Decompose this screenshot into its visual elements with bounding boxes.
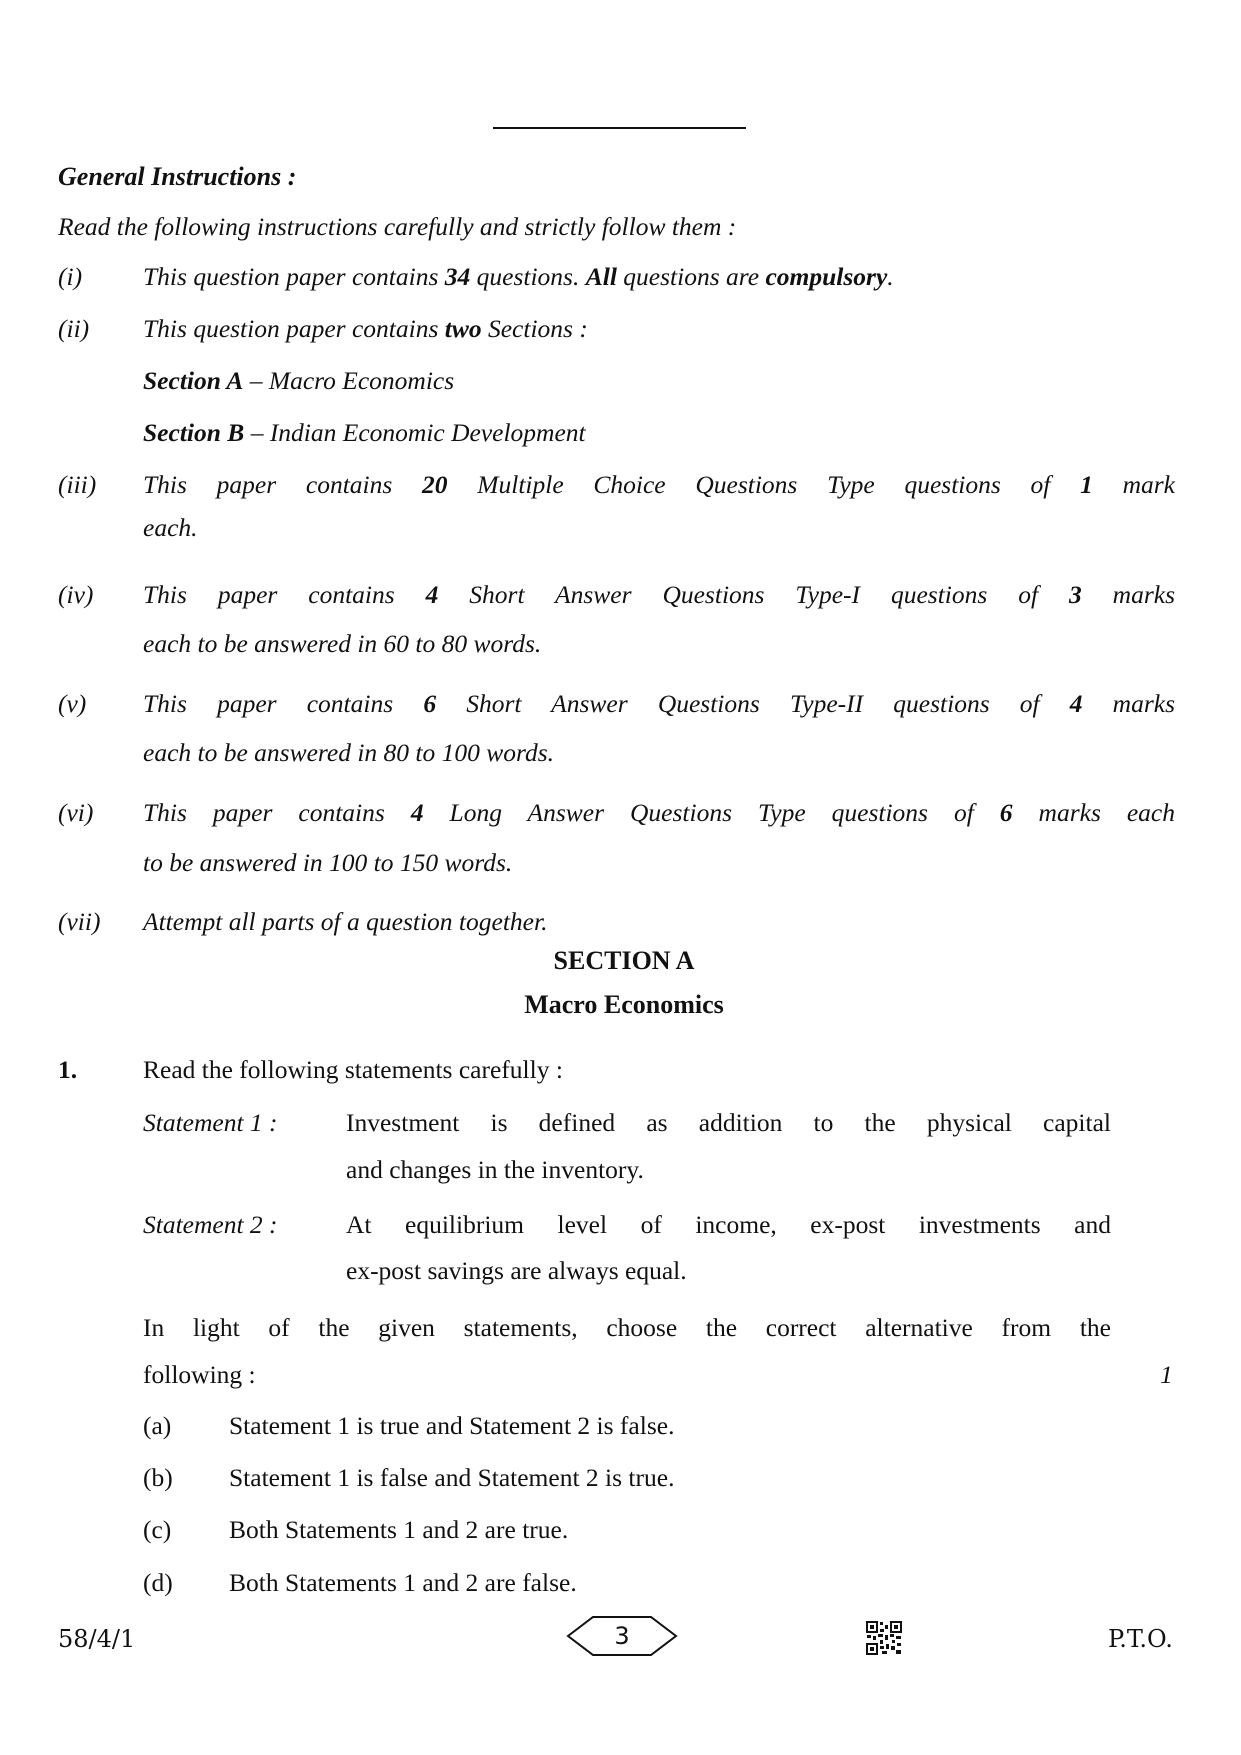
general-instructions-intro: Read the following instructions carefully and strictly follow them : xyxy=(58,212,737,241)
statement-text: and changes in the inventory. xyxy=(346,1155,644,1184)
instruction-line xyxy=(143,629,1175,659)
general-instructions-title: General Instructions : xyxy=(58,162,297,191)
section-name: Indian Economic Development xyxy=(269,418,586,447)
instruction-line xyxy=(143,738,1175,768)
option-label: (c) xyxy=(143,1515,172,1544)
question-stem: Read the following statements carefully : xyxy=(143,1055,563,1084)
bold-emphasis: 6 xyxy=(999,798,1013,827)
section-name: Macro Economics xyxy=(268,366,455,395)
bold-emphasis: 6 xyxy=(423,689,437,718)
bold-emphasis: 34 xyxy=(444,262,471,291)
text-run: each to be answered in 80 to 100 words. xyxy=(143,738,555,767)
page-number: 3 xyxy=(614,1622,630,1650)
dash-separator: – xyxy=(243,366,269,395)
paper-code: 58/4/1 xyxy=(58,1625,136,1653)
text-run: Long Answer Questions Type questions of xyxy=(423,798,1000,827)
bold-emphasis: two xyxy=(444,314,482,343)
bold-emphasis: 4 xyxy=(410,798,424,827)
option-label: (a) xyxy=(143,1411,172,1440)
question-prompt: In light of the given statements, choose the correct alternative from the xyxy=(143,1313,1111,1342)
question-prompt: following : xyxy=(143,1360,256,1389)
text-run: mark xyxy=(1092,470,1175,499)
text-run: Short Answer Questions Type-I questions of xyxy=(438,580,1069,609)
text-run: to be answered in 100 to 150 words. xyxy=(143,848,513,877)
option-label: (d) xyxy=(143,1568,173,1597)
section-a-description xyxy=(143,366,454,396)
text-run: This paper contains xyxy=(143,689,424,718)
section-b-description xyxy=(143,418,586,448)
instruction-line xyxy=(143,470,1175,500)
instruction-line xyxy=(143,848,1175,878)
text-run: This question paper contains xyxy=(143,314,445,343)
text-run: marks xyxy=(1081,580,1175,609)
option-label: (b) xyxy=(143,1463,173,1492)
instruction-number: (vii) xyxy=(58,907,101,936)
instruction-number: (iii) xyxy=(58,470,97,499)
bold-emphasis: 4 xyxy=(1069,689,1083,718)
text-run: . xyxy=(887,262,894,291)
bold-emphasis: All xyxy=(585,262,617,291)
text-run: Sections : xyxy=(481,314,588,343)
instruction-line xyxy=(143,262,1175,292)
instruction-number: (vi) xyxy=(58,798,94,827)
text-run: questions. xyxy=(470,262,586,291)
statement-label: Statement 2 : xyxy=(143,1210,278,1239)
text-run: marks xyxy=(1082,689,1175,718)
text-run: Multiple Choice Questions Type questions of xyxy=(447,470,1081,499)
text-run: each to be answered in 60 to 80 words. xyxy=(143,629,542,658)
bold-emphasis: 4 xyxy=(425,580,439,609)
text-run: This paper contains xyxy=(143,580,426,609)
section-heading: SECTION A xyxy=(553,946,695,975)
instruction-line xyxy=(143,580,1175,610)
section-subheading: Macro Economics xyxy=(524,990,724,1019)
statement-text: ex-post savings are always equal. xyxy=(346,1256,687,1285)
instruction-number: (iv) xyxy=(58,580,94,609)
option-text: Both Statements 1 and 2 are false. xyxy=(229,1568,577,1597)
top-horizontal-rule xyxy=(493,127,746,129)
bold-emphasis: 1 xyxy=(1080,470,1093,499)
section-label: Section B xyxy=(143,418,245,447)
instruction-line xyxy=(143,798,1175,828)
instruction-line xyxy=(143,314,1175,344)
option-text: Statement 1 is true and Statement 2 is false. xyxy=(229,1411,675,1440)
statement-text: At equilibrium level of income, ex-post investments and xyxy=(346,1210,1111,1239)
please-turn-over: P.T.O. xyxy=(1108,1625,1173,1653)
option-text: Both Statements 1 and 2 are true. xyxy=(229,1515,569,1544)
text-run: Short Answer Questions Type-II questions of xyxy=(436,689,1070,718)
text-run: Attempt all parts of a question together. xyxy=(143,907,548,936)
question-number: 1. xyxy=(58,1055,78,1084)
text-run: This paper contains xyxy=(143,798,411,827)
statement-label: Statement 1 : xyxy=(143,1108,278,1137)
question-marks: 1 xyxy=(1160,1360,1173,1389)
instruction-line xyxy=(143,513,1175,543)
instruction-line xyxy=(143,689,1175,719)
dash-separator: – xyxy=(244,418,270,447)
instruction-number: (v) xyxy=(58,689,87,718)
instruction-number: (ii) xyxy=(58,314,90,343)
qr-code-icon xyxy=(866,1621,902,1655)
section-label: Section A xyxy=(143,366,244,395)
option-text: Statement 1 is false and Statement 2 is true. xyxy=(229,1463,675,1492)
statement-text: Investment is defined as addition to the physical capital xyxy=(346,1108,1111,1137)
text-run: each. xyxy=(143,513,198,542)
bold-emphasis: compulsory xyxy=(765,262,888,291)
bold-emphasis: 3 xyxy=(1068,580,1082,609)
bold-emphasis: 20 xyxy=(422,470,448,499)
text-run: This paper contains xyxy=(143,470,423,499)
instruction-number: (i) xyxy=(58,262,83,291)
text-run: This question paper contains xyxy=(143,262,445,291)
instruction-line xyxy=(143,907,1175,937)
text-run: questions are xyxy=(616,262,766,291)
text-run: marks each xyxy=(1012,798,1175,827)
